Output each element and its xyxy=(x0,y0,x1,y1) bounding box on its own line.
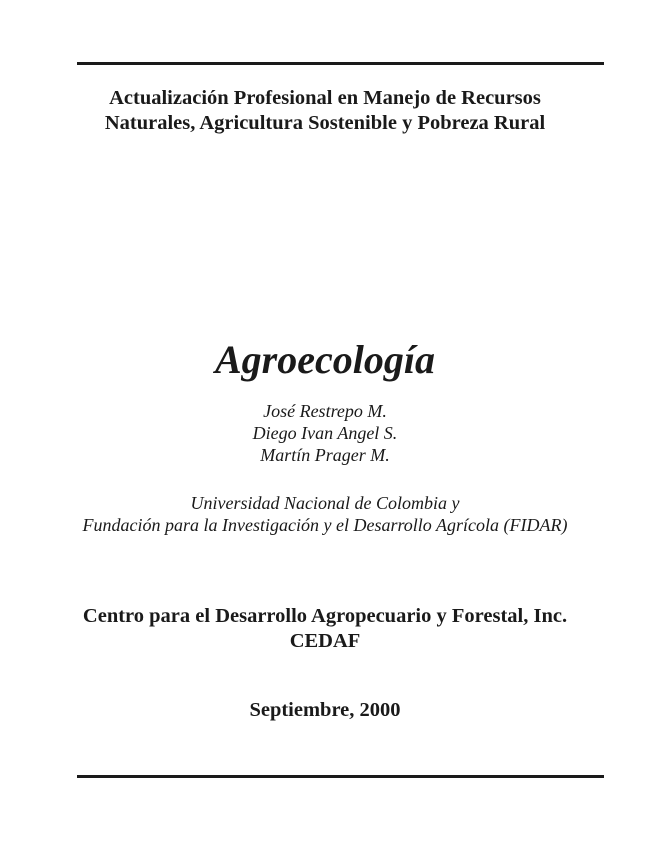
series-line-2: Naturales, Agricultura Sostenible y Pobreza Rural xyxy=(104,112,546,134)
institution-affiliation xyxy=(0,492,650,536)
bottom-divider xyxy=(77,775,604,778)
series-heading xyxy=(0,86,650,136)
institution-line-1: Universidad Nacional de Colombia y xyxy=(190,493,460,513)
author-name: Martín Prager M. xyxy=(260,445,390,465)
institution-line-2: Fundación para la Investigación y el Desarrollo Agrícola (FIDAR) xyxy=(82,515,568,535)
author-name: Diego Ivan Angel S. xyxy=(252,423,398,443)
publication-date: Septiembre, 2000 xyxy=(249,699,401,721)
publisher-name: Centro para el Desarrollo Agropecuario y Forestal, Inc. xyxy=(82,605,568,627)
publisher-acronym: CEDAF xyxy=(289,630,361,652)
publisher xyxy=(0,604,650,654)
book-title: Agroecología xyxy=(215,337,435,382)
author-name: José Restrepo M. xyxy=(263,401,387,421)
series-line-1: Actualización Profesional en Manejo de Recursos xyxy=(109,87,541,109)
top-divider xyxy=(77,62,604,65)
author-list xyxy=(0,400,650,466)
